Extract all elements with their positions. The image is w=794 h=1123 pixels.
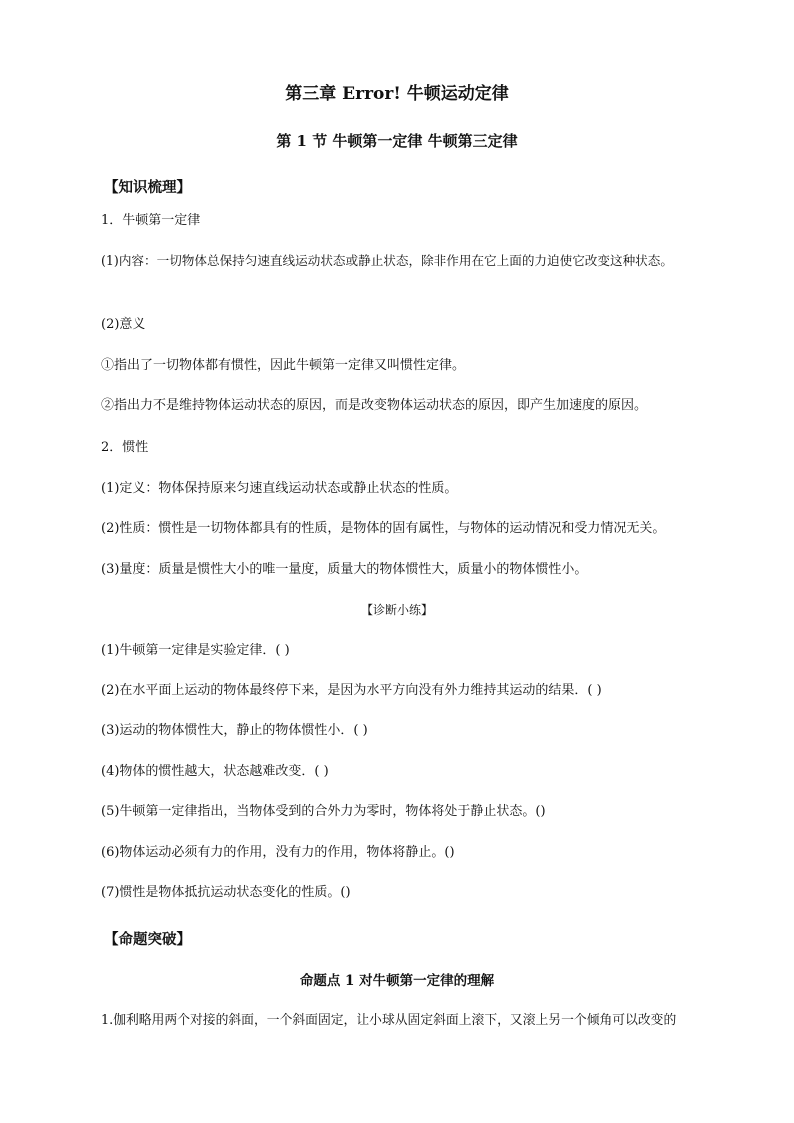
inertia-heading: 2．惯性 [101,440,149,455]
diagnosis-item: (3)运动的物体惯性大，静止的物体惯性小．( ) [101,723,368,738]
section-title: 第 1 节 牛顿第一定律 牛顿第三定律 [276,132,518,150]
inertia-definition: (1)定义：物体保持原来匀速直线运动状态或静止状态的性质。 [101,481,458,496]
topic-1-heading: 命题点 1 对牛顿第一定律的理解 [299,973,495,989]
diagnosis-item: (7)惯性是物体抵抗运动状态变化的性质。() [101,885,351,900]
question-1: 1.伽利略用两个对接的斜面，一个斜面固定，让小球从固定斜面上滚下，又滚上另一个倾角可以改变的 [101,1013,677,1028]
newton-first-content: (1)内容：一切物体总保持匀速直线运动状态或静止状态，除非作用在它上面的力迫使它改变这种状态。 [101,253,673,268]
diagnosis-item: (4)物体的惯性越大，状态越难改变．( ) [101,764,329,779]
meaning-label: (2)意义 [101,317,146,332]
knowledge-heading: 【知识梳理】 [104,179,191,196]
breakthrough-heading: 【命题突破】 [104,931,191,948]
diagnosis-heading: 【诊断小练】 [360,603,433,617]
inertia-property: (2)性质：惯性是一切物体都具有的性质，是物体的固有属性，与物体的运动情况和受力情况无关。 [101,521,666,536]
diagnosis-item: (1)牛顿第一定律是实验定律．( ) [101,643,290,658]
newton-first-heading: 1．牛顿第一定律 [101,213,201,228]
diagnosis-item: (6)物体运动必须有力的作用，没有力的作用，物体将静止。() [101,845,455,860]
meaning-item-2: ②指出力不是维持物体运动状态的原因，而是改变物体运动状态的原因，即产生加速度的原因。 [101,398,648,413]
meaning-item-1: ①指出了一切物体都有惯性，因此牛顿第一定律又叫惯性定律。 [101,358,466,373]
chapter-title: 第三章 Error! 牛顿运动定律 [285,84,509,104]
diagnosis-item: (5)牛顿第一定律指出，当物体受到的合外力为零时，物体将处于静止状态。() [101,804,546,819]
diagnosis-item: (2)在水平面上运动的物体最终停下来，是因为水平方向没有外力维持其运动的结果．( ) [101,683,602,698]
inertia-measure: (3)量度：质量是惯性大小的唯一量度，质量大的物体惯性大，质量小的物体惯性小。 [101,562,588,577]
